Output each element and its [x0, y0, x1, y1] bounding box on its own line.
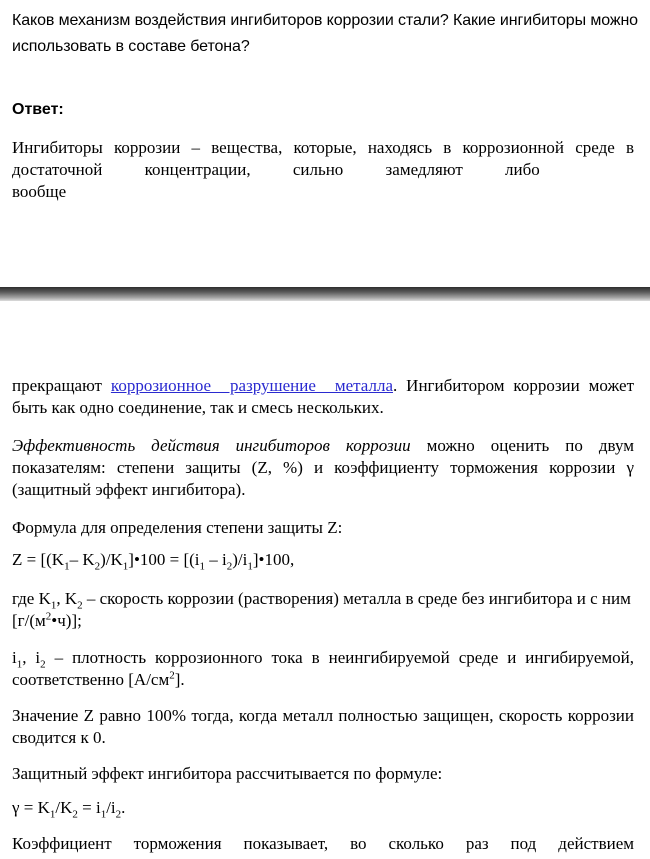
question-text: Каков механизм воздействия ингибиторов коррозии стали? Какие ингибиторы можно использовать в составе бетона?: [12, 12, 638, 55]
f1-part: )/i: [232, 550, 248, 569]
f1-sub: 1: [247, 560, 253, 573]
f1-part: – i: [205, 550, 227, 569]
p6-part: i: [12, 648, 17, 667]
p5-sup: 2: [45, 610, 52, 623]
f1-sub: 1: [122, 560, 129, 573]
p6-part: ].: [174, 670, 185, 689]
formula-protective-effect: [12, 797, 634, 819]
answer-heading: Ответ:: [12, 101, 64, 118]
f1-part: )/K: [100, 550, 123, 569]
formula-protection-degree: [12, 549, 634, 571]
f1-part: ]•100,: [252, 550, 295, 569]
f2-part: .: [121, 798, 126, 817]
p5-part: •ч)];: [51, 611, 82, 630]
p6-part: – плотность коррозионного тока в неингибируемой среде и ингибируемой, соответственно [А/см: [12, 648, 634, 689]
f2-sub: 1: [49, 808, 56, 821]
p5-part: – скорость коррозии (растворения) металла в среде без ингибитора и с ним [г/(м: [12, 589, 631, 630]
protective-effect-intro: Защитный эффект ингибитора рассчитывается по формуле:: [12, 764, 443, 783]
f2-sub: 2: [115, 808, 122, 821]
f2-part: /K: [55, 798, 73, 817]
page-divider: [0, 287, 650, 301]
f2-sub: 2: [72, 808, 78, 821]
f1-part: ]•100 = [(i: [128, 550, 200, 569]
corrosion-destruction-link[interactable]: коррозионное разрушение металла: [110, 376, 393, 395]
f1-sub: 2: [94, 560, 101, 573]
f1-part: Z = [(K: [12, 550, 65, 569]
f1-sub: 1: [199, 560, 206, 573]
effectiveness-italic-text: Эффективность действия ингибиторов коррозии: [12, 436, 411, 455]
p6-sup: 2: [169, 669, 175, 682]
p6-sub: 2: [40, 658, 46, 671]
f2-part: γ = K: [12, 798, 50, 817]
p5-part: где K: [12, 589, 51, 608]
intro-line-2: достаточной концентрации, сильно замедляют либо вообще: [12, 160, 540, 201]
f2-part: /i: [106, 798, 116, 817]
f1-sub: 2: [226, 560, 233, 573]
f1-part: – K: [69, 550, 95, 569]
paragraph-corrosion-rate: [12, 588, 634, 632]
p6-part: , i: [22, 648, 41, 667]
f1-sub: 1: [64, 560, 70, 573]
protection-degree-intro: Формула для определения степени защиты Z:: [12, 518, 343, 537]
paragraph-inhibitors-definition: [12, 375, 634, 419]
f2-part: = i: [77, 798, 101, 817]
paragraph-current-density: [12, 647, 634, 691]
p1-text-end: . Ингибитором коррозии может быть как одно соединение, так и смесь нескольких.: [12, 376, 634, 417]
p5-sub: 2: [77, 599, 83, 612]
paragraph-z-value: Значение Z равно 100% тогда, когда металл полностью защищен, скорость коррозии сводится к 0.: [12, 706, 634, 747]
p6-sub: 1: [16, 658, 23, 671]
p1-text-start: прекращают: [12, 376, 111, 395]
paragraph-braking-coefficient: Коэффициент торможения показывает, во сколько раз под действием: [12, 834, 634, 853]
p5-sub: 1: [50, 599, 57, 612]
f2-sub: 1: [100, 808, 107, 821]
intro-line-1: Ингибиторы коррозии – вещества, которые, находясь в коррозионной среде в: [12, 138, 634, 157]
effectiveness-text: можно оценить по двум показателям: степени защиты (Z, %) и коэффициенту торможения коррозии γ (защитный эффект ингибитора).: [12, 436, 634, 499]
paragraph-effectiveness: [12, 435, 634, 501]
p5-part: , K: [56, 589, 78, 608]
